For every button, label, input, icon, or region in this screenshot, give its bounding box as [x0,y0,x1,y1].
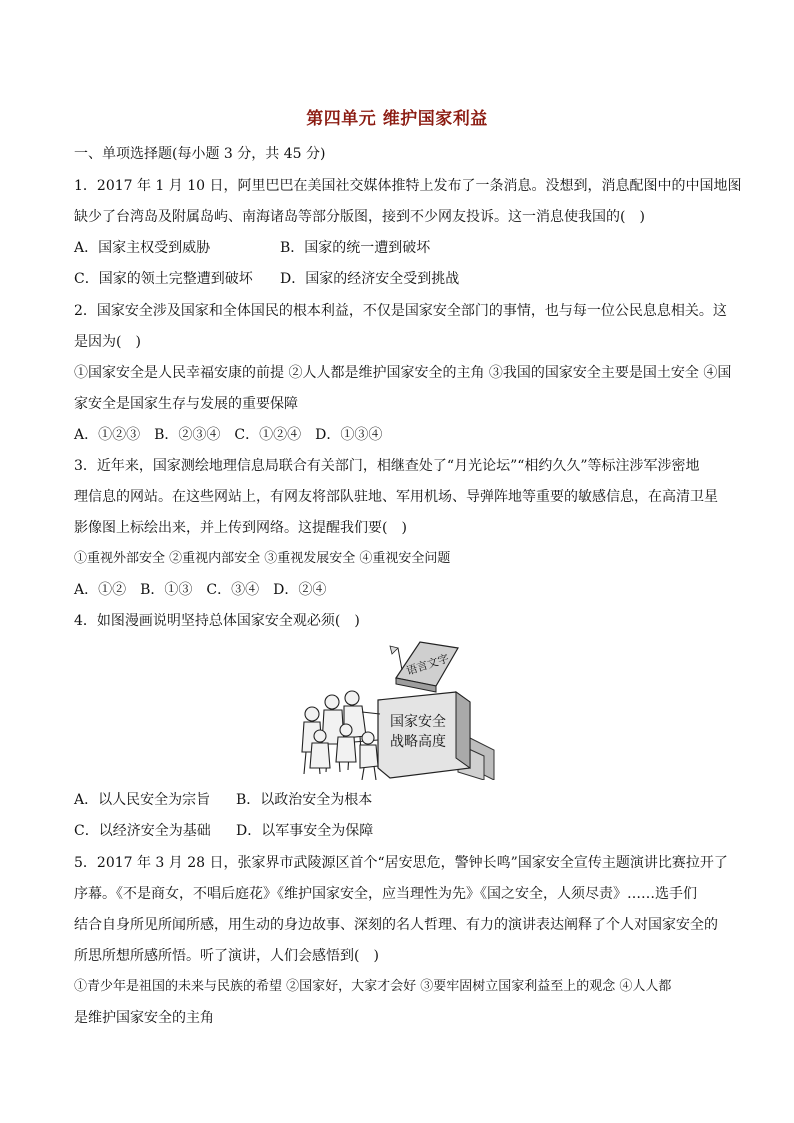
q4-option-c: C．以经济安全为基础 [74,823,211,839]
q2-stem-line1: 2．国家安全涉及国家和全体国民的根本利益，不仅是国家安全部门的事情，也与每一位公民息息相关。这 [74,303,727,319]
q4-option-b: B．以政治安全为根本 [236,792,373,808]
q3-statements: ①重视外部安全 ②重视内部安全 ③重视发展安全 ④重视安全问题 [74,551,451,566]
q3-stem-line3: 影像图上标绘出来，并上传到网络。这提醒我们要( ) [74,520,407,536]
section-heading: 一、单项选择题(每小题 3 分，共 45 分) [74,146,326,162]
q4-stem: 4．如图漫画说明坚持总体国家安全观必须( ) [74,613,360,629]
q1-option-d: D．国家的经济安全受到挑战 [280,271,460,287]
q2-statements-line2: 家安全是国家生存与发展的重要保障 [74,396,298,412]
q3-stem-line2: 理信息的网站。在这些网站上，有网友将部队驻地、军用机场、导弹阵地等重要的敏感信息，在高清卫星 [74,489,718,505]
cartoon-illustration [298,640,496,780]
q5-statements-line1: ①青少年是祖国的未来与民族的希望 ②国家好，大家才会好 ③要牢固树立国家利益至上的观念 ④人人都 [74,979,672,994]
q4-option-d: D．以军事安全为保障 [236,823,374,839]
q1-stem-line2: 缺少了台湾岛及附属岛屿、南海诸岛等部分版图，接到不少网友投诉。这一消息使我国的( ) [74,209,645,225]
q5-stem-line4: 所思所想所感所悟。听了演讲，人们会感悟到( ) [74,948,379,964]
q1-option-a: A．国家主权受到威胁 [74,240,211,256]
q5-stem-line2: 序幕。《不是商女，不唱后庭花》《维护国家安全，应当理性为先》《国之安全，人须尽责》……选手们 [74,886,697,902]
pedestal-text-line1: 国家安全 [390,714,446,730]
page-title: 第四单元 维护国家利益 [306,109,488,129]
q3-options: A．①② B．①③ C．③④ D．②④ [74,582,327,598]
q3-stem-line1: 3．近年来，国家测绘地理信息局联合有关部门，相继查处了“月光论坛”“相约久久”等标注涉军涉密地 [74,458,700,474]
book-label: 语言文字 [404,651,451,678]
q5-statements-line2: 是维护国家安全的主角 [74,1010,214,1026]
q1-stem-line1: 1．2017 年 1 月 10 日，阿里巴巴在美国社交媒体推特上发布了一条消息。没想到，消息配图中的中国地图 [74,178,742,194]
pedestal-text-line2: 战略高度 [390,734,446,750]
q1-option-b: B．国家的统一遭到破坏 [280,240,431,256]
q5-stem-line3: 结合自身所见所闻所感，用生动的身边故事、深刻的名人哲理、有力的演讲表达阐释了个人对国家安全的 [74,917,718,933]
q2-stem-line2: 是因为( ) [74,334,141,350]
q4-option-a: A．以人民安全为宗旨 [74,792,211,808]
q1-option-c: C．国家的领土完整遭到破坏 [74,271,253,287]
q2-options: A．①②③ B．②③④ C．①②④ D．①③④ [74,427,383,443]
q2-statements-line1: ①国家安全是人民幸福安康的前提 ②人人都是维护国家安全的主角 ③我国的国家安全主要是国土安全 ④国 [74,365,732,381]
q5-stem-line1: 5．2017 年 3 月 28 日，张家界市武陵源区首个“居安思危，警钟长鸣”国家安全宣传主题演讲比赛拉开了 [74,855,728,871]
